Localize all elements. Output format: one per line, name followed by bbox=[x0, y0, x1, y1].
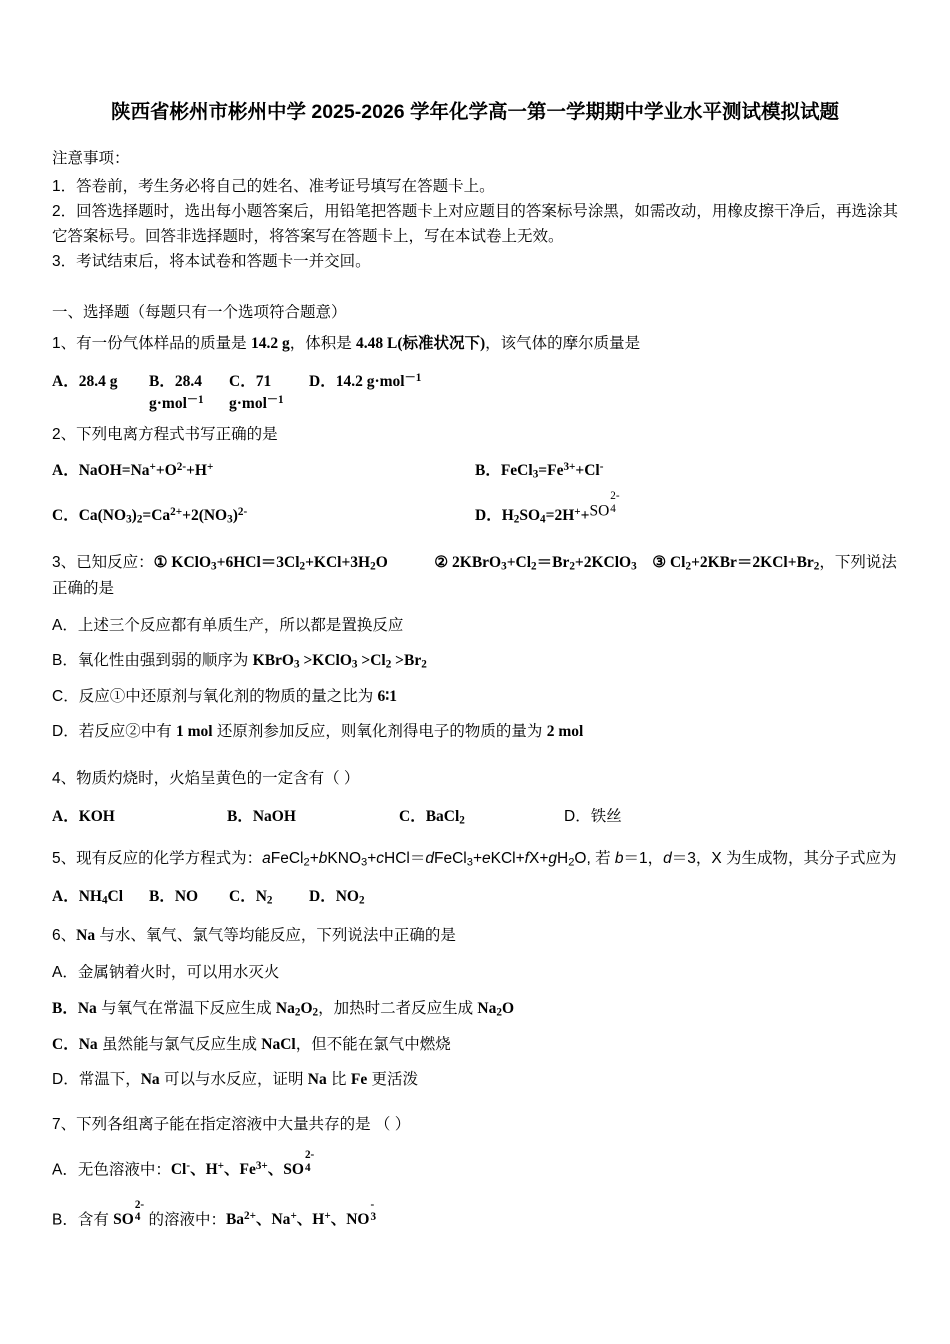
question-1-option-d[interactable]: D．14.2 g·mol$^{-1}$ bbox=[309, 372, 422, 391]
question-6-option-a[interactable]: A．金属钠着火时，可以用水灭火 bbox=[52, 964, 280, 982]
question-1-option-b[interactable]: B．28.4 g·mol$^{-1}$ bbox=[149, 373, 204, 413]
question-7-option-b[interactable]: B．含有 SO 2- 4 的溶液中：$Ba^{2+}$、Na+、H+、NO - 3 bbox=[52, 1198, 377, 1228]
question-2-option-a[interactable]: A．$NaOH=Na^++O^{2-}+H^+$ bbox=[52, 461, 214, 480]
page-title: 陕西省彬州市彬州中学 2025-2026 学年化学高一第一学期期中学业水平测试模拟试题 bbox=[110, 101, 840, 123]
question-3-option-d[interactable]: D．若反应②中有 1 mol 还原剂参加反应，则氧化剂得电子的物质的量为 2 mol bbox=[52, 723, 584, 741]
question-5-option-b[interactable]: B．NO bbox=[149, 888, 199, 906]
question-2-option-b[interactable]: B．$FeCl_3=Fe^{3+}+Cl^-$ bbox=[475, 461, 604, 481]
question-2-stem: 2、下列电离方程式书写正确的是 bbox=[52, 426, 278, 444]
question-5-stem: 5、现有反应的化学方程式为：$aFeCl_2+bKNO_3+cHCl=dFeCl_3+eKCl+fX+gH_2O$, 若 b＝1，d＝3，X 为生成物，其分子式应为 bbox=[52, 849, 897, 869]
question-1-options bbox=[52, 369, 898, 413]
notice-line-2: 2．回答选择题时，选出每小题答案后，用铅笔把答题卡上对应题目的答案标号涂黑，如需改动，用橡皮擦干净后，再选涂其它答案标号。回答非选择题时，将答案写在答题卡上，写在本试卷上无效。 bbox=[52, 203, 898, 246]
question-7-stem: 7、下列各组离子能在指定溶液中大量共存的是 （ ） bbox=[52, 1116, 411, 1134]
question-5-option-d[interactable]: D．$NO_2$ bbox=[309, 888, 365, 907]
question-5-option-a[interactable]: A．$NH_4Cl$ bbox=[52, 888, 124, 907]
question-4-options bbox=[52, 804, 898, 826]
section-title-choice: 一、选择题（每题只有一个选项符合题意） bbox=[52, 304, 347, 322]
question-5-options bbox=[52, 884, 898, 906]
question-6-option-d[interactable]: D．常温下，Na 可以与水反应，证明 Na 比 Fe 更活泼 bbox=[52, 1070, 419, 1088]
question-2-options-row1 bbox=[52, 458, 898, 480]
question-3-option-c[interactable]: C．反应①中还原剂与氧化剂的物质的量之比为 6∶1 bbox=[52, 687, 398, 705]
question-4-option-b[interactable]: B．NaOH bbox=[227, 808, 296, 826]
sulfate-ion-formula: SO 2- 4 bbox=[589, 490, 620, 520]
question-2-options-row2 bbox=[52, 490, 898, 526]
question-4-stem: 4、物质灼烧时，火焰呈黄色的一定含有（ ） bbox=[52, 770, 360, 788]
question-6-option-b[interactable]: B．Na 与氧气在常温下反应生成 $Na_2O_2$，加热时二者反应生成 $Na_2O$ bbox=[52, 999, 514, 1018]
question-4-option-a[interactable]: A．KOH bbox=[52, 808, 115, 826]
question-3-option-b[interactable]: B．氧化性由强到弱的顺序为 KBrO$_3$ >KClO$_3$ $>Cl_2 >Br_2$ bbox=[52, 651, 427, 671]
question-4-option-c[interactable]: C．BaCl$_2$ bbox=[399, 808, 465, 827]
question-7-option-a[interactable]: A．无色溶液中：Cl-、H+、$Fe^{3+}$、SO 2- 4 bbox=[52, 1148, 315, 1179]
question-1-option-c[interactable]: C．71 g·mol$^{-1}$ bbox=[229, 373, 284, 413]
notice-heading: 注意事项： bbox=[52, 150, 130, 167]
question-1-stem: 1、有一份气体样品的质量是 14.2 g，体积是 4.48 L(标准状况下)，该气体的摩尔质量是 bbox=[52, 335, 641, 353]
notice-line-3: 3．考试结束后，将本试卷和答题卡一并交回。 bbox=[52, 253, 371, 271]
question-1-option-a[interactable]: A．28.4 g bbox=[52, 373, 118, 391]
question-4-option-d[interactable]: D．铁丝 bbox=[564, 808, 622, 826]
question-3-option-a[interactable]: A．上述三个反应都有单质生产，所以都是置换反应 bbox=[52, 616, 404, 634]
question-2-option-d[interactable]: D．$H_2SO_4=2H^++SO$ 2- 4 bbox=[475, 490, 620, 525]
question-6-option-c[interactable]: C．Na 虽然能与氯气反应生成 NaCl，但不能在氯气中燃烧 bbox=[52, 1035, 451, 1053]
question-2-option-c[interactable]: C．$Ca(NO_3)_2=Ca^{2+}+2(NO_3)^{2-}$ bbox=[52, 505, 248, 525]
question-3-stem: 3、已知反应：① $KClO_3+6HCl=3Cl_2+KCl+3H_2O$ ② $2KBrO_3+Cl_2=Br_2+2KClO_3$ ③ $Cl_2+2KBr=2KCl+Br_2$，下列说法正确的是 bbox=[52, 554, 897, 597]
question-5-option-c[interactable]: C．$N_2$ bbox=[229, 888, 273, 907]
question-6-stem: 6、Na 与水、氧气、氯气等均能反应，下列说法中正确的是 bbox=[52, 927, 456, 945]
notice-line-1: 1．答卷前，考生务必将自己的姓名、准考证号填写在答题卡上。 bbox=[52, 178, 495, 195]
